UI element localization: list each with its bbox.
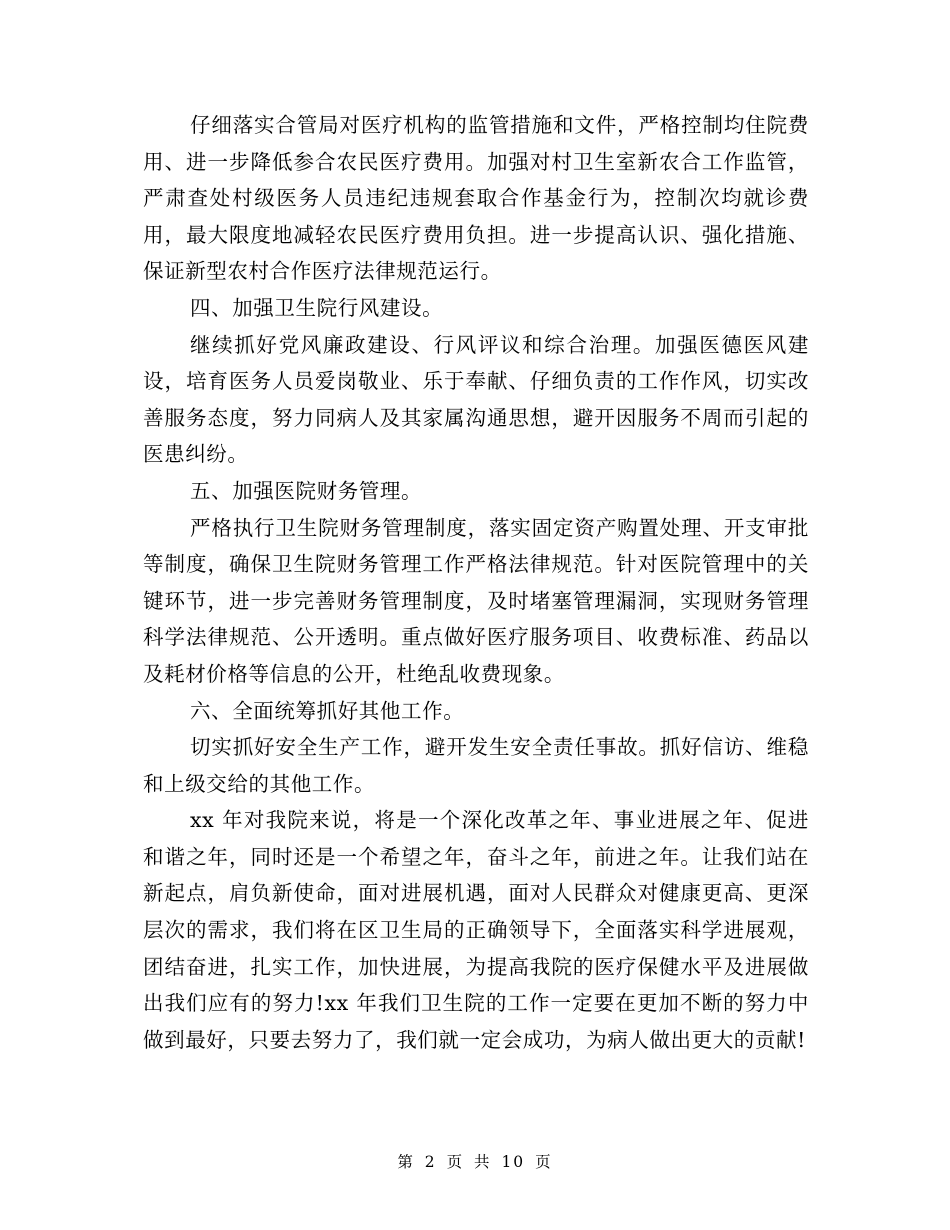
paragraph-safety: 切实抓好安全生产工作，避开发生安全责任事故。抓好信访、维稳和上级交给的其他工作。 [143,735,809,796]
paragraph-supervision: 仔细落实合管局对医疗机构的监管措施和文件，严格控制均住院费用、进一步降低参合农民医疗费用。加强对村卫生室新农合工作监管，严肃查处村级医务人员违纪违规套取合作基金行为，控制次均就诊费用，最大限度地减轻农民医疗费用负担。进一步提高认识、强化措施、保证新型农村合作医疗法律规范运行。 [143,113,809,284]
document-body [143,107,809,1058]
heading-section-four: 四、加强卫生院行风建设。 [190,295,444,320]
paragraph-conclusion: xx 年对我院来说，将是一个深化改革之年、事业进展之年、促进和谐之年，同时还是一个希望之年，奋斗之年，前进之年。让我们站在新起点，肩负新使命，面对进展机遇，面对人民群众对健康更高、更深层次的需求，我们将在区卫生局的正确领导下，全面落实科学进展观，团结奋进，扎实工作，加快进展，为提高我院的医疗保健水平及进展做出我们应有的努力!xx 年我们卫生院的工作一定要在更加不断的努力中做到最好，只要去努力了，我们就一定会成功，为病人做出更大的贡献! [143,808,809,1052]
heading-section-five: 五、加强医院财务管理。 [190,478,423,503]
paragraph-finance: 严格执行卫生院财务管理制度，落实固定资产购置处理、开支审批等制度，确保卫生院财务管理工作严格法律规范。针对医院管理中的关键环节，进一步完善财务管理制度，及时堵塞管理漏洞，实现财务管理科学法律规范、公开透明。重点做好医疗服务项目、收费标准、药品以及耗材价格等信息的公开，杜绝乱收费现象。 [143,515,809,686]
page-number-footer: 第 2 页 共 10 页 [397,1153,553,1171]
heading-section-six: 六、全面统筹抓好其他工作。 [190,698,465,723]
paragraph-conduct: 继续抓好党风廉政建设、行风评议和综合治理。加强医德医风建设，培育医务人员爱岗敬业、乐于奉献、仔细负责的工作作风，切实改善服务态度，努力同病人及其家属沟通思想，避开因服务不周而引起的医患纠纷。 [143,332,809,467]
